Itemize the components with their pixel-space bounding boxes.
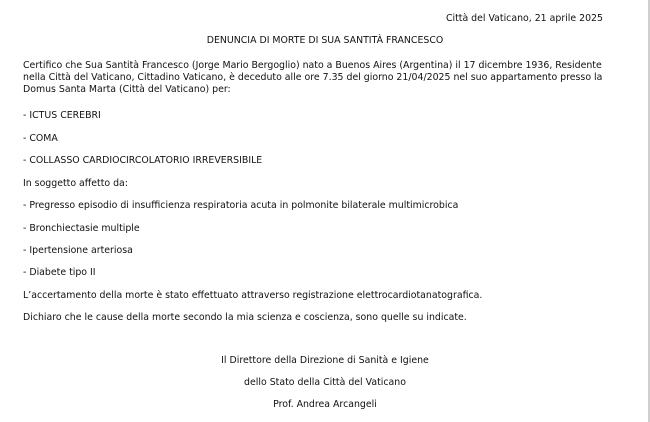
signature-line-1: Il Direttore della Direzione di Sanità e Igiene [221, 355, 429, 366]
condition-item-3: - Ipertensione arteriosa [23, 245, 133, 256]
declaration-line: Dichiaro che le cause della morte secondo la mia scienza e coscienza, sono quelle su indicate. [23, 312, 467, 323]
cause-item-3: - COLLASSO CARDIOCIRCOLATORIO IRREVERSIBILE [23, 155, 263, 166]
verification-line: L’accertamento della morte è stato effettuato attraverso registrazione elettrocardiotanatografica. [23, 290, 483, 301]
condition-item-1: - Pregresso episodio di insufficienza respiratoria acuta in polmonite bilaterale multimicrobica [23, 200, 459, 211]
cause-item-2: - COMA [23, 133, 58, 144]
condition-item-2: - Bronchiectasie multiple [23, 223, 140, 234]
cause-item-1: - ICTUS CEREBRI [23, 110, 101, 121]
signature-line-2: dello Stato della Città del Vaticano [244, 377, 406, 388]
document-title: DENUNCIA DI MORTE DI SUA SANTITÀ FRANCESCO [206, 35, 444, 46]
signature-line-3: Prof. Andrea Arcangeli [273, 399, 377, 410]
certification-paragraph: Certifico che Sua Santità Francesco (Jorge Mario Bergoglio) nato a Buenos Aires (Argentina) il 17 dicembre 1936, Residente nella Città del Vaticano, Cittadino Vaticano, è deceduto alle ore 7.35 del giorno 21/04/2025 nel suo appartamento presso la Domus Santa Marta (Città del Vaticano) per: [23, 60, 603, 95]
subject-intro: In soggetto affetto da: [23, 178, 128, 189]
date-line: Città del Vaticano, 21 aprile 2025 [445, 13, 603, 24]
condition-item-4: - Diabete tipo II [23, 267, 96, 278]
